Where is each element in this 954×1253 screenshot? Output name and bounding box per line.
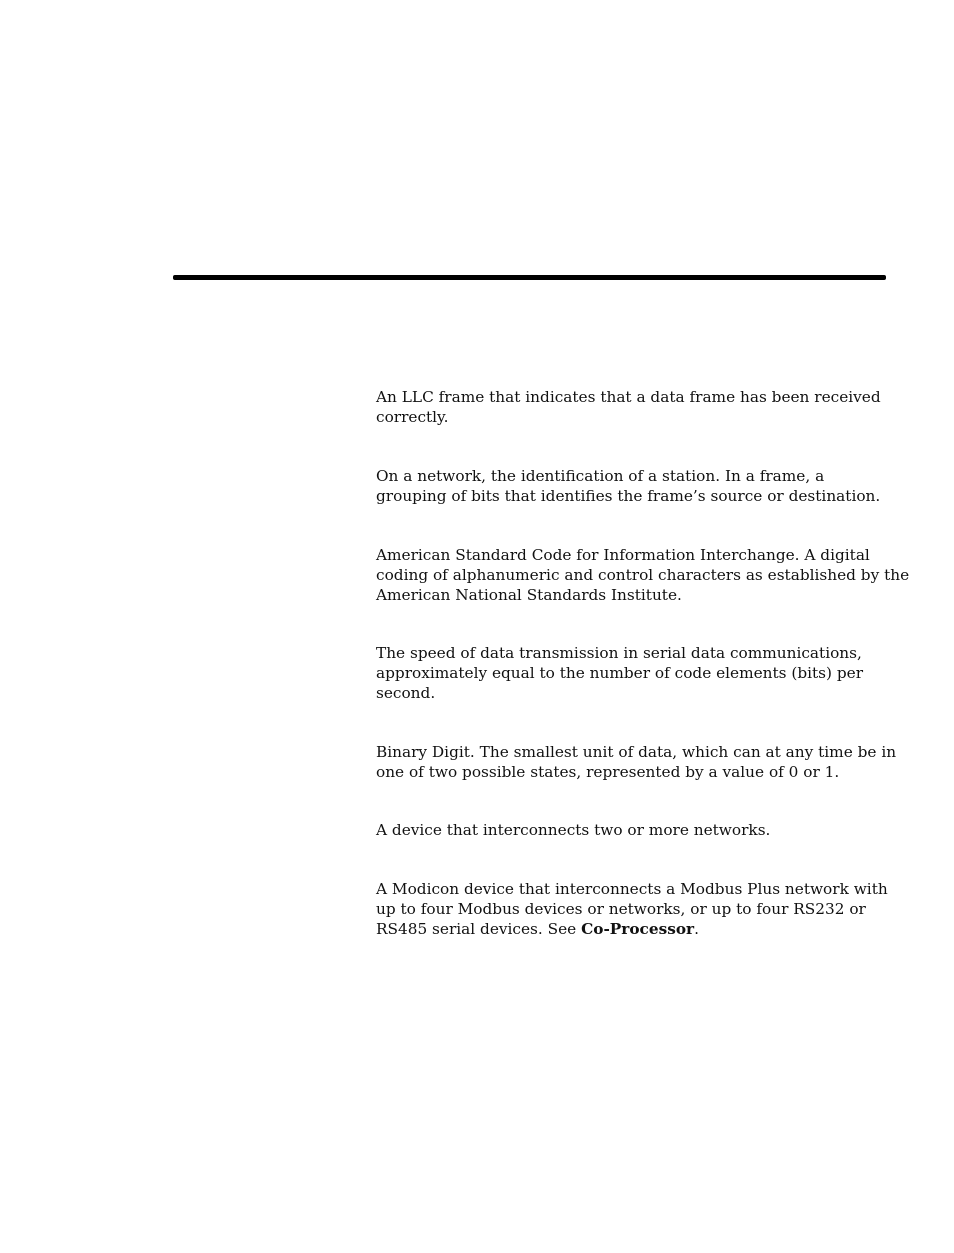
definition-line: coding of alphanumeric and control characters as established by the — [376, 566, 910, 584]
definition-ack-frame — [376, 387, 896, 427]
definition-text: . — [694, 920, 699, 938]
definition-line: On a network, the identification of a station. In a frame, a — [376, 467, 825, 485]
definition-line: second. — [376, 684, 436, 702]
definition-bridge — [376, 820, 896, 840]
definition-line: correctly. — [376, 408, 449, 426]
definition-address — [376, 466, 896, 506]
definition-line-with-reference — [376, 919, 896, 939]
definition-line: American Standard Code for Information Interchange. A digital — [376, 546, 870, 564]
cross-reference-co-processor: Co-Processor — [581, 920, 695, 938]
definition-line: The speed of data transmission in serial data communications, — [376, 644, 862, 662]
definition-line: approximately equal to the number of code elements (bits) per — [376, 664, 864, 682]
definition-text: RS485 serial devices. See — [376, 920, 582, 938]
definition-line: one of two possible states, represented by a value of 0 or 1. — [376, 763, 840, 781]
definition-bit — [376, 742, 896, 782]
definition-bridge-multiplexer — [376, 879, 896, 939]
definition-line: American National Standards Institute. — [376, 586, 682, 604]
definition-baud — [376, 643, 896, 703]
section-divider-rule — [173, 275, 886, 280]
definition-line: A device that interconnects two or more networks. — [376, 821, 771, 839]
definition-line: Binary Digit. The smallest unit of data, which can at any time be in — [376, 743, 897, 761]
definition-line: An LLC frame that indicates that a data frame has been received — [376, 388, 881, 406]
definition-line: grouping of bits that identifies the frame’s source or destination. — [376, 487, 881, 505]
definition-line: up to four Modbus devices or networks, or up to four RS232 or — [376, 900, 866, 918]
definition-ascii — [376, 545, 910, 605]
definition-line: A Modicon device that interconnects a Modbus Plus network with — [376, 880, 888, 898]
